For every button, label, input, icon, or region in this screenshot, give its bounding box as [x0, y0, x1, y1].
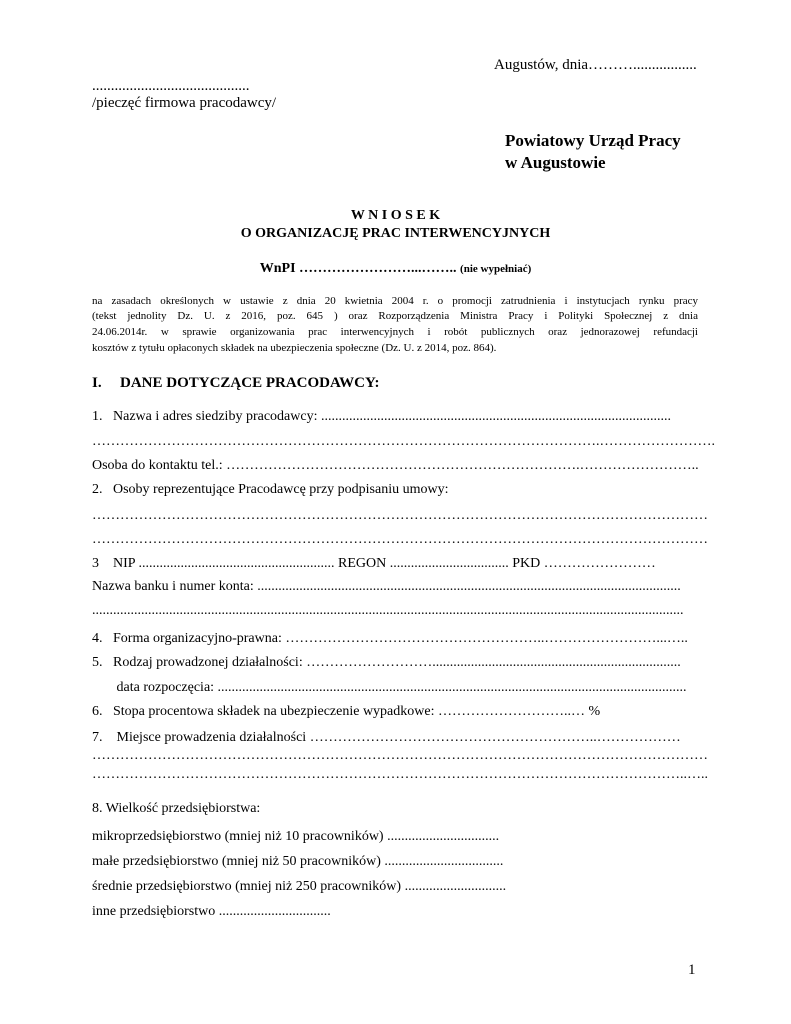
representatives-label: 2. Osoby reprezentujące Pracodawcę przy podpisaniu umowy:: [92, 482, 449, 497]
legal-basis-line: kosztów z tytułu opłaconych składek na ubezpieczenia społeczne (Dz. U. z 2014, poz. 864).: [92, 342, 497, 354]
legal-form-field[interactable]: 4. Forma organizacyjno-prawna: ………………………………………………..……………………...…..: [92, 631, 688, 646]
legal-basis-line: 24.06.2014r. w sprawie organizowania prac interwencyjnych i robót publicznych oraz jednorazowej refundacji: [92, 326, 698, 338]
accident-insurance-rate-field[interactable]: 6. Stopa procentowa składek na ubezpieczenie wypadkowe: ………………………..… %: [92, 704, 601, 719]
wnpi-label: WnPI ……………………...……..: [259, 261, 461, 276]
wnpi-line: [0, 260, 791, 278]
activity-type-field[interactable]: 5. Rodzaj prowadzonej działalności: ……………………….......................................................................: [92, 655, 681, 670]
legal-basis-line: (tekst jednolity Dz. U. z 2016, poz. 645 ) oraz Rozporządzenia Ministra Pracy i Polityki Społecznej z dnia: [92, 310, 698, 322]
representatives-field[interactable]: ……………………………………………………………………………………………………………………: [92, 532, 708, 547]
document-title: W N I O S E K: [350, 208, 441, 223]
other-enterprise-field[interactable]: inne przedsiębiorstwo ................................: [92, 904, 331, 919]
section-number: I.: [92, 375, 102, 391]
office-city: w Augustowie: [505, 153, 606, 172]
wnpi-note: (nie wypełniać): [460, 263, 532, 275]
representatives-field[interactable]: ……………………………………………………………………………………………………………………: [92, 508, 708, 523]
contact-person-field[interactable]: Osoba do kontaktu tel.: ………………………………………………………………….……………………..: [92, 458, 699, 473]
employer-name-field[interactable]: 1. Nazwa i adres siedziby pracodawcy: ....................................................................................................: [92, 409, 671, 424]
employer-name-continuation[interactable]: ……………………………………………………………………………………………….…………………….: [92, 434, 715, 449]
business-location-field[interactable]: 7. Miejsce prowadzenia działalności ……………………………………………………..………………: [92, 730, 681, 745]
office-name: Powiatowy Urząd Pracy: [505, 131, 681, 150]
small-enterprise-field[interactable]: małe przedsiębiorstwo (mniej niż 50 pracowników) ..................................: [92, 854, 504, 869]
page-number: 1: [688, 962, 696, 978]
business-location-continuation[interactable]: ………………………………………………………………………………………………………………..…..: [92, 767, 708, 782]
section-heading: DANE DOTYCZĄCE PRACODAWCY:: [120, 375, 380, 391]
company-stamp-placeholder: ..........................................: [92, 78, 250, 94]
enterprise-size-label: 8. Wielkość przedsiębiorstwa:: [92, 801, 261, 816]
micro-enterprise-field[interactable]: mikroprzedsiębiorstwo (mniej niż 10 pracowników) ................................: [92, 829, 500, 844]
start-date-field[interactable]: data rozpoczęcia: ......................................................................................................................................: [92, 680, 687, 695]
legal-basis-line: na zasadach określonych w ustawie z dnia 20 kwietnia 2004 r. o promocji zatrudnienia i instytucjach rynku pracy: [92, 295, 698, 307]
bank-account-field[interactable]: Nazwa banku i numer konta: .........................................................................................................................: [92, 579, 681, 594]
bank-account-continuation[interactable]: .........................................................................................................................................................................: [92, 603, 684, 618]
business-location-continuation[interactable]: ……………………………………………………………………………………………………………………: [92, 748, 708, 763]
document-subtitle: O ORGANIZACJĘ PRAC INTERWENCYJNYCH: [240, 226, 551, 241]
medium-enterprise-field[interactable]: średnie przedsiębiorstwo (mniej niż 250 pracowników) .............................: [92, 879, 507, 894]
nip-regon-pkd-field[interactable]: 3 NIP ........................................................ REGON .................................. PKD ……………………: [92, 556, 656, 571]
company-stamp-label: /pieczęć firmowa pracodawcy/: [92, 95, 277, 111]
place-date-field[interactable]: Augustów, dnia……….................: [494, 57, 697, 73]
